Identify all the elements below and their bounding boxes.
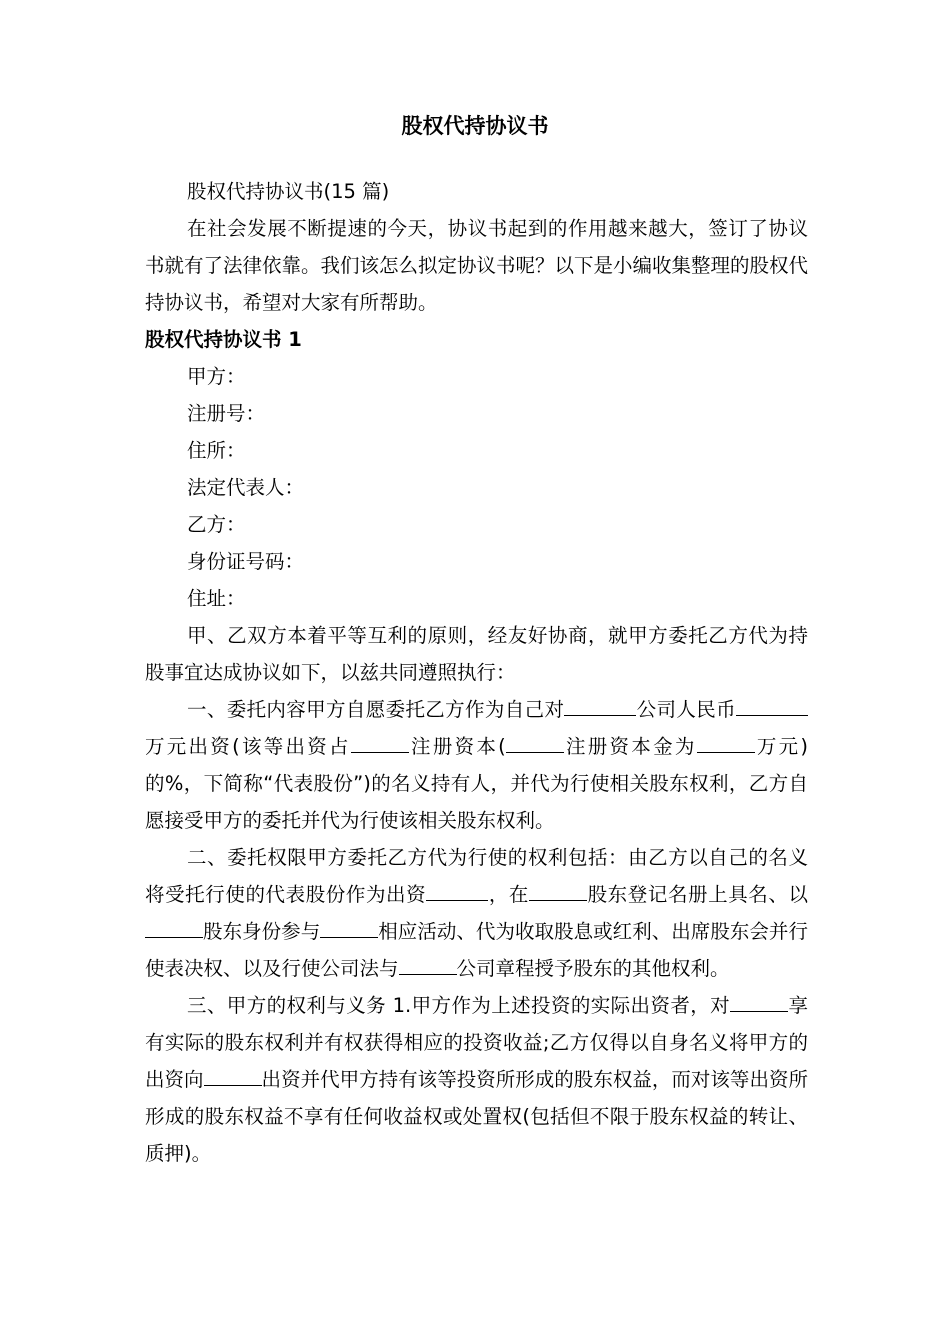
field-id-number: 身份证号码： xyxy=(187,550,305,573)
clause-1-paragraph xyxy=(145,691,808,839)
blank-line xyxy=(736,693,808,716)
blank-line xyxy=(399,952,457,975)
blank-line xyxy=(145,915,203,938)
field-party-a: 甲方： xyxy=(187,365,246,388)
blank-line xyxy=(351,730,409,753)
clause-2-text: 股东身份参与 xyxy=(203,920,321,943)
field-domicile: 住所： xyxy=(187,439,246,462)
clause-3-text: 出资并代甲方持有该等投资所形成的股东权益，而对该等出资所形成的股东权益不享有任何收益权或处置权(包括但不限于股东权益的转让、质押)。 xyxy=(145,1068,808,1165)
document-body xyxy=(145,173,808,1172)
blank-line xyxy=(506,730,564,753)
blank-line xyxy=(426,878,488,901)
clause-1-text: 注册资本金为 xyxy=(563,735,697,758)
document-title: 股权代持协议书 xyxy=(401,114,549,138)
field-registration-number: 注册号： xyxy=(187,402,266,425)
field-legal-representative: 法定代表人： xyxy=(187,476,305,499)
clause-3-paragraph xyxy=(145,987,808,1172)
blank-line xyxy=(697,730,755,753)
blank-line xyxy=(204,1063,262,1086)
blank-line xyxy=(529,878,587,901)
field-party-b: 乙方： xyxy=(187,513,246,536)
document-subtitle: 股权代持协议书(15 篇) xyxy=(187,180,390,203)
blank-line xyxy=(320,915,378,938)
clause-3-text: 三、甲方的权利与义务 1.甲方作为上述投资的实际出资者，对 xyxy=(187,994,731,1017)
clause-1-text: 万元)的%，下简称“代表股份”)的名义持有人，并代为行使相关股东权利，乙方自愿接受甲方的委托并代为行使该相关股东权利。 xyxy=(145,735,809,832)
clause-2-text: 二、委托权限甲方委托乙方代为行使的权利包括：由乙方以自己的名义将受托行使的代表股份作为出资 xyxy=(145,846,808,906)
section-heading: 股权代持协议书 1 xyxy=(145,328,302,351)
clause-1-text: 公司人民币 xyxy=(636,698,736,721)
intro-paragraph: 在社会发展不断提速的今天，协议书起到的作用越来越大，签订了协议书就有了法律依靠。我们该怎么拟定协议书呢？以下是小编收集整理的股权代持协议书，希望对大家有所帮助。 xyxy=(145,217,809,314)
clause-3-text: 享有实际的股东权利并有权获得相应的投资收益;乙方仅得以自身名义将甲方的出资向 xyxy=(145,994,808,1091)
field-address: 住址： xyxy=(187,587,246,610)
preamble-paragraph: 甲、乙双方本着平等互利的原则，经友好协商，就甲方委托乙方代为持股事宜达成协议如下，以兹共同遵照执行： xyxy=(145,624,808,684)
clause-1-text: 注册资本( xyxy=(408,735,506,758)
clause-2-text: ，在 xyxy=(488,883,529,906)
clause-1-text: 一、委托内容甲方自愿委托乙方作为自己对 xyxy=(187,698,565,721)
clause-2-paragraph xyxy=(145,839,808,987)
clause-2-text: 公司章程授予股东的其他权利。 xyxy=(456,957,730,980)
clause-2-text: 股东登记名册上具名、以 xyxy=(587,883,808,906)
clause-1-text: 万元出资(该等出资占 xyxy=(145,735,351,758)
blank-line xyxy=(730,989,788,1012)
clause-2-text: 相应活动、代为收取股息或红利、出席股东会并行使表决权、以及行使公司法与 xyxy=(145,920,808,980)
blank-line xyxy=(564,693,636,716)
